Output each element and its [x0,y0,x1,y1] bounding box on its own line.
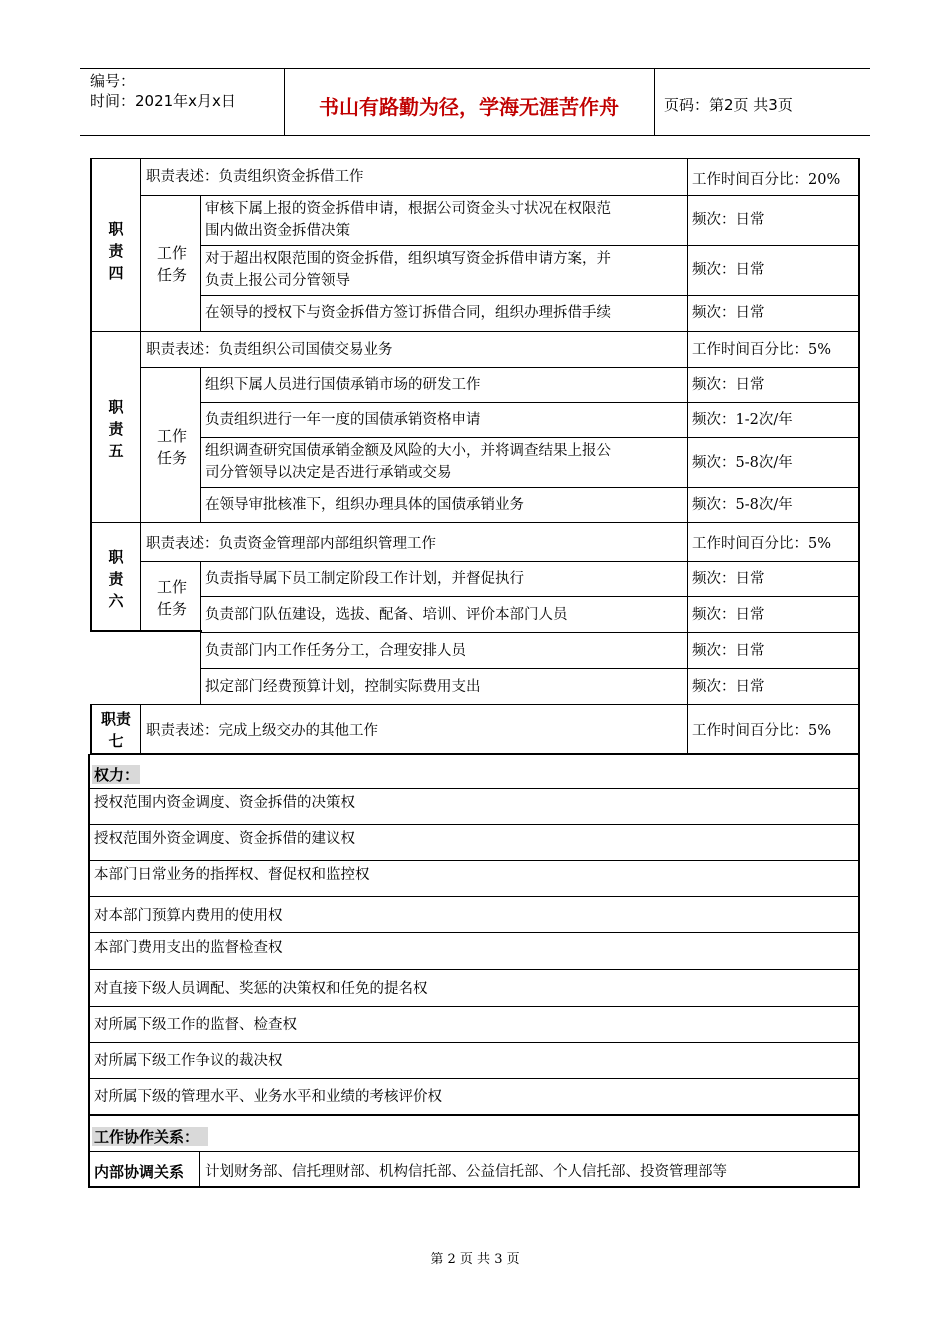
grid-line [88,932,860,933]
table-border [90,704,92,754]
grid-line [88,824,860,825]
table-border [858,158,860,1188]
grid-line [140,561,860,562]
duty-5-freq-1: 频次：日常 [692,377,765,393]
duty-6-pct: 工作时间百分比：5% [692,536,832,552]
header-motto: 书山有路勤为径，学海无涯苦作舟 [319,95,619,119]
grid-line [200,437,860,438]
duty-5-freq-3: 频次：5-8次/年 [692,455,793,471]
header-top-rule [80,68,870,69]
duty-6-task-4: 拟定部门经费预算计划，控制实际费用支出 [205,679,481,695]
grid-line [140,195,860,196]
duty-4-label: 职责四 [108,220,124,282]
duty-5-task-3a: 组织调查研究国债承销金额及风险的大小，并将调查结果上报公 [205,443,611,459]
grid-line [200,295,860,296]
grid-line [90,704,860,705]
duty-6-task-3: 负责部门内工作任务分工，合理安排人员 [205,643,466,659]
duty-4-pct: 工作时间百分比：20% [692,172,841,188]
grid-line [88,969,860,970]
duty-4-task-2a: 对于超出权限范围的资金拆借，组织填写资金拆借申请方案，并 [205,251,611,267]
duty-4-freq-3: 频次：日常 [692,305,765,321]
power-item: 授权范围内资金调度、资金拆借的决策权 [94,795,355,811]
duty-6-freq-3: 频次：日常 [692,643,765,659]
table-border [90,158,92,630]
table-border [88,754,90,1188]
duty-5-desc: 职责表述：负责组织公司国债交易业务 [146,342,393,358]
duty-7-pct: 工作时间百分比：5% [692,723,832,739]
grid-line [90,630,202,632]
internal-coordination-label: 内部协调关系 [94,1163,185,1181]
grid-line [200,596,860,597]
duty-4-task-2b: 负责上报公司分管领导 [205,273,350,289]
grid-line [88,860,860,861]
power-item: 对直接下级人员调配、奖惩的决策权和任免的提名权 [94,981,428,997]
duty-4-task-1b: 围内做出资金拆借决策 [205,223,350,239]
grid-line [88,1186,860,1188]
grid-line [88,1006,860,1007]
duty-4-freq-1: 频次：日常 [692,212,765,228]
grid-line [200,487,860,488]
duty-5-label: 职责五 [108,398,124,460]
header-divider [654,68,655,136]
grid-line [88,1078,860,1079]
powers-title: 权力： [94,766,140,784]
duty-5-task-1: 组织下属人员进行国债承销市场的研发工作 [205,377,481,393]
power-item: 本部门日常业务的指挥权、督促权和监控权 [94,867,370,883]
duty-4-freq-2: 频次：日常 [692,262,765,278]
duty-5-task-label: 工作任务 [156,427,187,467]
cooperation-title: 工作协作关系： [94,1128,200,1146]
grid-line [140,704,141,754]
grid-line [200,632,860,633]
duty-6-freq-4: 频次：日常 [692,679,765,695]
duty-6-desc: 职责表述：负责资金管理部内部组织管理工作 [146,536,436,552]
grid-line [90,522,860,523]
duty-6-freq-2: 频次：日常 [692,607,765,623]
grid-line [88,1114,860,1116]
grid-line [88,896,860,897]
grid-line [88,1042,860,1043]
duty-5-task-4: 在领导审批核准下，组织办理具体的国债承销业务 [205,497,524,513]
grid-line [90,753,860,755]
grid-line [200,402,860,403]
grid-line [140,367,860,368]
duty-5-task-3b: 司分管领导以决定是否进行承销或交易 [205,465,452,481]
page-label: 页码：第2页 共3页 [664,96,793,114]
grid-line [90,331,860,332]
power-item: 授权范围外资金调度、资金拆借的建议权 [94,831,355,847]
duty-7-desc: 职责表述：完成上级交办的其他工作 [146,723,378,739]
internal-coordination-value: 计划财务部、信托理财部、机构信托部、公益信托部、个人信托部、投资管理部等 [205,1164,727,1180]
duty-7-label: 七 [108,732,124,750]
grid-line [90,158,860,159]
power-item: 对所属下级的管理水平、业务水平和业绩的考核评价权 [94,1089,442,1105]
grid-line [199,1151,200,1187]
duty-4-task-3: 在领导的授权下与资金拆借方签订拆借合同，组织办理拆借手续 [205,305,611,321]
duty-6-freq-1: 频次：日常 [692,571,765,587]
grid-line [88,1151,860,1152]
power-item: 对所属下级工作的监督、检查权 [94,1017,297,1033]
duty-4-task-1a: 审核下属上报的资金拆借申请，根据公司资金头寸状况在权限范 [205,201,611,217]
grid-line [88,788,860,789]
duty-5-freq-2: 频次：1-2次/年 [692,412,793,428]
power-item: 对所属下级工作争议的裁决权 [94,1053,283,1069]
duty-6-label: 职责六 [108,548,124,610]
page-footer: 第 2 页 共 3 页 [430,1252,520,1267]
grid-line [200,668,860,669]
date-label: 时间：2021年x月x日 [90,92,236,110]
serial-label: 编号： [90,72,136,90]
duty-4-task-label: 工作任务 [156,244,187,284]
duty-7-label: 职责 [100,710,131,728]
duty-4-desc: 职责表述：负责组织资金拆借工作 [146,169,364,185]
duty-5-freq-4: 频次：5-8次/年 [692,497,793,513]
power-item: 本部门费用支出的监督检查权 [94,940,283,956]
grid-line [200,367,201,522]
grid-line [140,158,141,630]
duty-6-task-2: 负责部门队伍建设，选拔、配备、培训、评价本部门人员 [205,607,568,623]
duty-6-task-1: 负责指导属下员工制定阶段工作计划，并督促执行 [205,571,524,587]
power-item: 对本部门预算内费用的使用权 [94,908,283,924]
duty-5-pct: 工作时间百分比：5% [692,342,832,358]
grid-line [200,195,201,331]
header-bottom-rule [80,135,870,136]
grid-line [200,245,860,246]
grid-line [687,158,688,754]
duty-5-task-2: 负责组织进行一年一度的国债承销资格申请 [205,412,481,428]
duty-6-task-label: 工作任务 [156,578,187,618]
